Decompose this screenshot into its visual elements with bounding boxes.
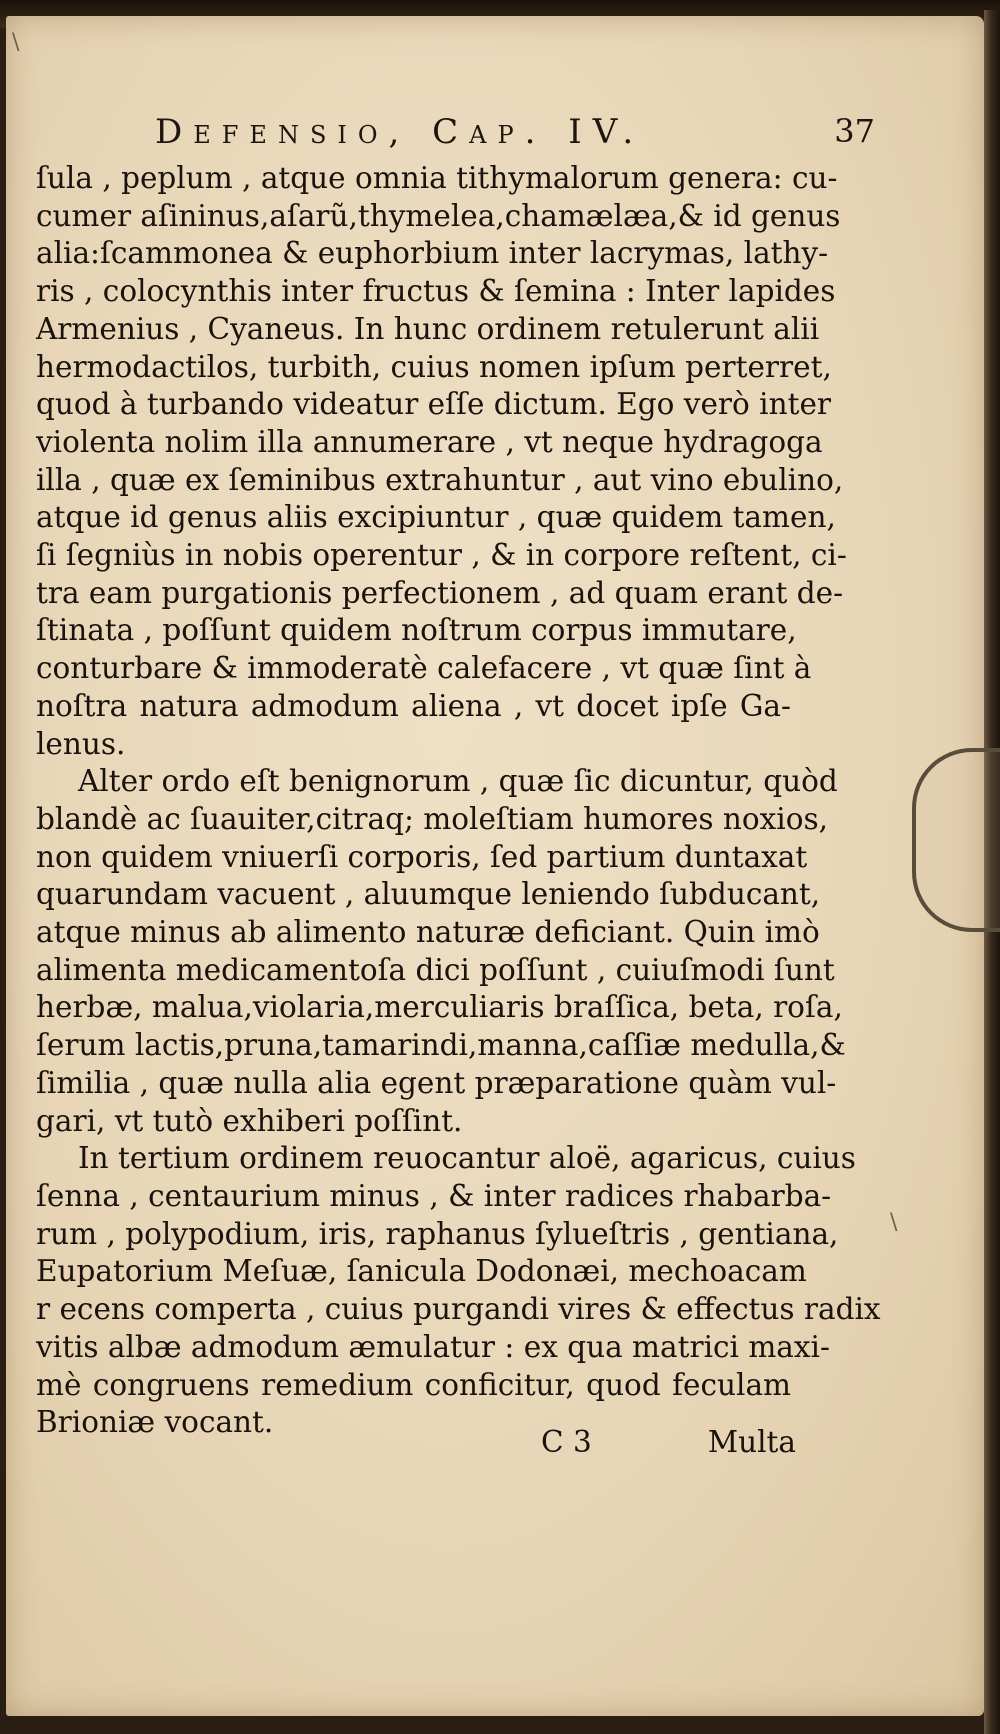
text-line: alimenta medicamentoſa dici poſſunt , cuiuſmodi ſunt (36, 952, 835, 987)
text-line: tra eam purgationis perfectionem , ad quam erant de- (36, 575, 844, 610)
text-line: ſtinata , poſſunt quidem noſtrum corpus immutare, (36, 613, 797, 648)
text-line: cumer aſininus,aſarũ,thymelea,chamælæa,& id genus (36, 198, 841, 233)
text-line: herbæ, malua,violaria,merculiaris braſſica, beta, roſa, (36, 990, 843, 1025)
text-line: quarundam vacuent , aluumque leniendo ſubducant, (36, 877, 821, 912)
text-line: atque minus ab alimento naturæ deficiant. Quin imò (36, 915, 820, 950)
text-line: ſula , peplum , atque omnia tithymalorum genera: cu- (36, 161, 838, 195)
signature-mark: C 3 (541, 1425, 592, 1459)
text-line: hermodactilos, turbith, cuius nomen ipſum perterret, (36, 349, 832, 384)
text-line: Eupatorium Meſuæ, ſanicula Dodonæi, mechoacam (36, 1254, 807, 1289)
paragraph-start: In tertium ordinem reuocantur aloë, agaricus, cuius (78, 1141, 856, 1176)
text-line: alia:ſcammonea & euphorbium inter lacrymas, lathy- (36, 236, 829, 271)
page-number: 37 (834, 112, 875, 150)
page-footer (36, 1425, 796, 1465)
text-line: gari, vt tutò exhiberi poſſint. (36, 1103, 463, 1138)
text-line: mè congruens remedium conficitur, quod feculam (36, 1367, 791, 1402)
text-line: ſerum lactis,pruna,tamarindi,manna,caſſiæ medulla,& (36, 1028, 846, 1063)
text-line: quod à turbando videatur eſſe dictum. Ego verò inter (36, 387, 832, 422)
text-line: conturbare & immoderatè calefacere , vt quæ ſint à (36, 651, 812, 686)
text-line: noſtra natura admodum aliena , vt docet ipſe Ga- (36, 688, 791, 723)
text-line: ſimilia , quæ nulla alia egent præparatione quàm vul- (36, 1065, 837, 1100)
paper-mark: \ (890, 1210, 898, 1235)
page-clasp (912, 748, 1000, 932)
text-line: ſenna , centaurium minus , & inter radices rhabarba- (36, 1178, 832, 1213)
catchword: Multa (707, 1425, 796, 1459)
text-line: rum , polypodium, iris, raphanus ſylueſtris , gentiana, (36, 1216, 839, 1251)
text-line: illa , quæ ex ſeminibus extrahuntur , aut vino ebulino, (36, 462, 844, 497)
text-line: Armenius , Cyaneus. In hunc ordinem retulerunt alii (36, 311, 820, 346)
text-line: blandè ac ſuauiter,citraq; moleſtiam humores noxios, (36, 801, 828, 836)
text-line: vitis albæ admodum æmulatur : ex qua matrici maxi- (36, 1329, 830, 1364)
paper-mark: \ (12, 30, 20, 55)
running-title: Defensio, Cap. IV. (155, 112, 645, 152)
running-header (155, 112, 875, 162)
paragraph-start: Alter ordo eſt benignorum , quæ ſic dicuntur, quòd (78, 764, 838, 799)
text-line: r ecens comperta , cuius purgandi vires & effectus radix (36, 1292, 881, 1327)
text-line: ris , colocynthis inter fructus & ſemina : Inter lapides (36, 274, 836, 309)
text-line: lenus. (36, 726, 126, 761)
text-line: ſi ſegniùs in nobis operentur , & in corpore reſtent, ci- (36, 538, 847, 573)
text-line: violenta nolim illa annumerare , vt neque hydragoga (36, 424, 823, 459)
text-line: Brioniæ vocant. (36, 1405, 274, 1440)
text-line: atque id genus aliis excipiuntur , quæ quidem tamen, (36, 500, 836, 535)
text-line: non quidem vniuerſi corporis, ſed partium duntaxat (36, 839, 808, 874)
